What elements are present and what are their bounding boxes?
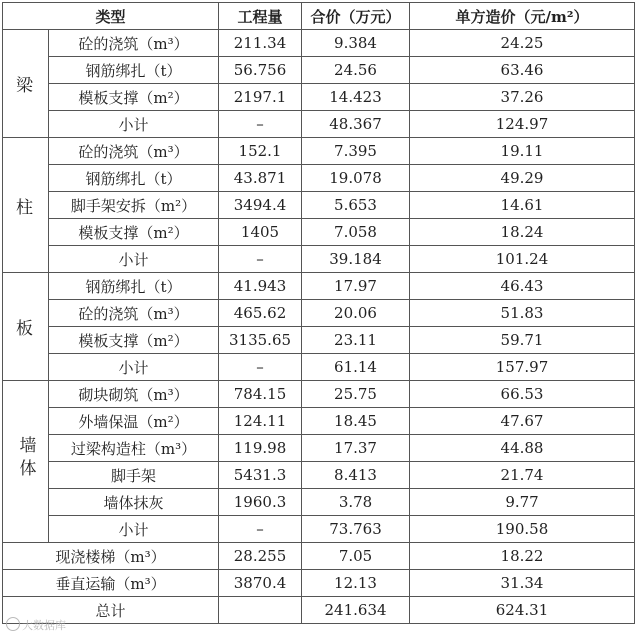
price-cell: 19.078 — [302, 165, 410, 192]
table-row — [3, 489, 635, 516]
item-cell: 脚手架 — [49, 462, 219, 489]
price-cell: 14.423 — [302, 84, 410, 111]
item-cell: 过梁构造柱（m³） — [49, 435, 219, 462]
total-label: 总计 — [3, 597, 219, 624]
unit-cost-cell: 31.34 — [410, 570, 635, 597]
unit-cost-cell: 47.67 — [410, 408, 635, 435]
quantity-cell: – — [219, 516, 302, 543]
subtotal-row — [3, 354, 635, 381]
quantity-cell: 211.34 — [219, 30, 302, 57]
total-unit-cost-cell: 624.31 — [410, 597, 635, 624]
item-cell: 脚手架安拆（m²） — [49, 192, 219, 219]
unit-cost-cell: 66.53 — [410, 381, 635, 408]
price-cell: 7.05 — [302, 543, 410, 570]
item-cell: 砼的浇筑（m³） — [49, 30, 219, 57]
unit-cost-cell: 9.77 — [410, 489, 635, 516]
item-cell: 模板支撑（m²） — [49, 219, 219, 246]
header-total-price: 合价（万元） — [302, 3, 410, 30]
price-cell: 17.97 — [302, 273, 410, 300]
quantity-cell: 43.871 — [219, 165, 302, 192]
header-quantity: 工程量 — [219, 3, 302, 30]
price-cell: 7.395 — [302, 138, 410, 165]
table-row — [3, 30, 635, 57]
item-cell: 钢筋绑扎（t） — [49, 165, 219, 192]
watermark — [6, 617, 66, 633]
item-cell: 小计 — [49, 246, 219, 273]
quantity-cell: – — [219, 246, 302, 273]
unit-cost-cell: 18.22 — [410, 543, 635, 570]
quantity-cell: 41.943 — [219, 273, 302, 300]
total-price-cell: 241.634 — [302, 597, 410, 624]
quantity-cell: 119.98 — [219, 435, 302, 462]
quantity-cell: 28.255 — [219, 543, 302, 570]
item-cell: 外墙保温（m²） — [49, 408, 219, 435]
quantity-cell: 1960.3 — [219, 489, 302, 516]
table-row — [3, 273, 635, 300]
unit-cost-cell: 46.43 — [410, 273, 635, 300]
table-row — [3, 57, 635, 84]
unit-cost-cell: 37.26 — [410, 84, 635, 111]
watermark-text: 大数据库 — [22, 619, 66, 632]
item-cell: 小计 — [49, 354, 219, 381]
price-cell: 20.06 — [302, 300, 410, 327]
item-cell: 钢筋绑扎（t） — [49, 273, 219, 300]
item-cell: 墙体抹灰 — [49, 489, 219, 516]
item-cell: 模板支撑（m²） — [49, 84, 219, 111]
price-cell: 5.653 — [302, 192, 410, 219]
quantity-cell — [219, 597, 302, 624]
group-label-column: 柱 — [3, 138, 49, 273]
watermark-icon — [6, 617, 20, 631]
item-cell: 垂直运输（m³） — [3, 570, 219, 597]
item-cell: 砼的浇筑（m³） — [49, 300, 219, 327]
price-cell: 24.56 — [302, 57, 410, 84]
header-type: 类型 — [3, 3, 219, 30]
unit-cost-cell: 59.71 — [410, 327, 635, 354]
table-row — [3, 435, 635, 462]
price-cell: 48.367 — [302, 111, 410, 138]
table-row — [3, 300, 635, 327]
price-cell: 12.13 — [302, 570, 410, 597]
unit-cost-cell: 21.74 — [410, 462, 635, 489]
quantity-cell: 2197.1 — [219, 84, 302, 111]
unit-cost-cell: 101.24 — [410, 246, 635, 273]
group-label-wall-text: 墙体 — [15, 436, 36, 482]
table-row — [3, 219, 635, 246]
item-cell: 小计 — [49, 111, 219, 138]
header-unit-cost: 单方造价（元/m²） — [410, 3, 635, 30]
table-row — [3, 138, 635, 165]
subtotal-row — [3, 246, 635, 273]
unit-cost-cell: 49.29 — [410, 165, 635, 192]
quantity-cell: 56.756 — [219, 57, 302, 84]
quantity-cell: 1405 — [219, 219, 302, 246]
header-row — [3, 3, 635, 30]
price-cell: 7.058 — [302, 219, 410, 246]
item-cell: 钢筋绑扎（t） — [49, 57, 219, 84]
cost-table-page — [2, 2, 638, 635]
quantity-cell: 465.62 — [219, 300, 302, 327]
quantity-cell: 3135.65 — [219, 327, 302, 354]
table-row — [3, 165, 635, 192]
quantity-cell: 3494.4 — [219, 192, 302, 219]
price-cell: 18.45 — [302, 408, 410, 435]
item-cell: 小计 — [49, 516, 219, 543]
table-row — [3, 84, 635, 111]
group-label-wall — [3, 381, 49, 543]
price-cell: 61.14 — [302, 354, 410, 381]
table-row — [3, 570, 635, 597]
price-cell: 9.384 — [302, 30, 410, 57]
subtotal-row — [3, 516, 635, 543]
table-row — [3, 192, 635, 219]
table-row — [3, 462, 635, 489]
item-cell: 模板支撑（m²） — [49, 327, 219, 354]
price-cell: 39.184 — [302, 246, 410, 273]
quantity-cell: – — [219, 354, 302, 381]
price-cell: 73.763 — [302, 516, 410, 543]
table-row — [3, 327, 635, 354]
unit-cost-cell: 14.61 — [410, 192, 635, 219]
item-cell: 现浇楼梯（m³） — [3, 543, 219, 570]
unit-cost-cell: 190.58 — [410, 516, 635, 543]
price-cell: 23.11 — [302, 327, 410, 354]
unit-cost-cell: 18.24 — [410, 219, 635, 246]
price-cell: 25.75 — [302, 381, 410, 408]
unit-cost-cell: 63.46 — [410, 57, 635, 84]
unit-cost-cell: 44.88 — [410, 435, 635, 462]
unit-cost-cell: 124.97 — [410, 111, 635, 138]
quantity-cell: – — [219, 111, 302, 138]
cost-table — [2, 2, 635, 624]
quantity-cell: 124.11 — [219, 408, 302, 435]
unit-cost-cell: 19.11 — [410, 138, 635, 165]
unit-cost-cell: 51.83 — [410, 300, 635, 327]
table-row — [3, 408, 635, 435]
subtotal-row — [3, 111, 635, 138]
item-cell: 砼的浇筑（m³） — [49, 138, 219, 165]
price-cell: 3.78 — [302, 489, 410, 516]
price-cell: 8.413 — [302, 462, 410, 489]
table-row — [3, 543, 635, 570]
quantity-cell: 3870.4 — [219, 570, 302, 597]
unit-cost-cell: 24.25 — [410, 30, 635, 57]
total-row — [3, 597, 635, 624]
group-label-slab: 板 — [3, 273, 49, 381]
item-cell: 砌块砌筑（m³） — [49, 381, 219, 408]
price-cell: 17.37 — [302, 435, 410, 462]
quantity-cell: 784.15 — [219, 381, 302, 408]
quantity-cell: 152.1 — [219, 138, 302, 165]
table-row — [3, 381, 635, 408]
quantity-cell: 5431.3 — [219, 462, 302, 489]
group-label-beam: 梁 — [3, 30, 49, 138]
unit-cost-cell: 157.97 — [410, 354, 635, 381]
